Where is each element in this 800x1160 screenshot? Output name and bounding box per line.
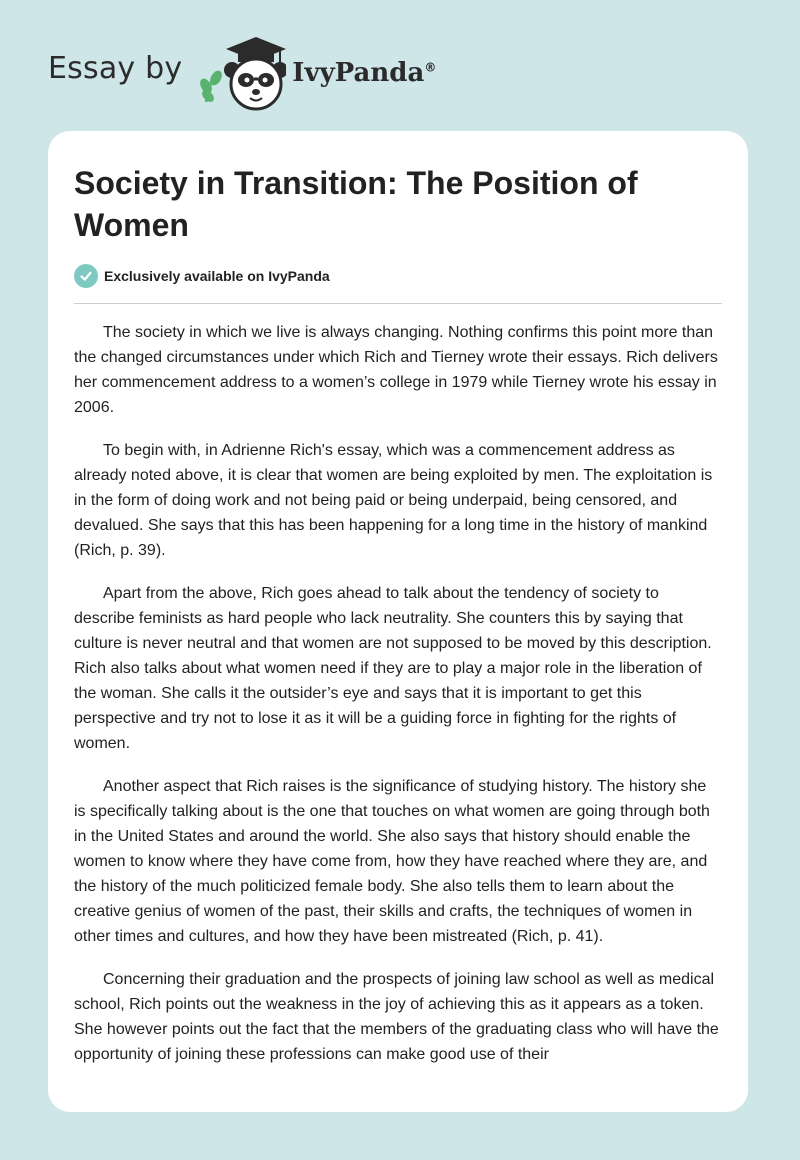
leaf-icon xyxy=(198,69,225,105)
essay-by-label: Essay by xyxy=(48,50,183,86)
paragraph: The society in which we live is always changing. Nothing confirms this point more than the changed circumstances under which Rich and Tierney wrote their essays. Rich delivers her commencement address to a women’s college in 1979 while Tierney wrote his essay in 2006. xyxy=(74,324,718,416)
panda-graduate-icon[interactable] xyxy=(196,32,286,112)
paragraph: Another aspect that Rich raises is the significance of studying history. The history she is specifically talking about is the one that touches on what women are going through both in the United States and around the world. She also says that history should enable the women to know where they have come from, how they have reached where they are, and the history of the much politicized female body. She also tells them to learn about the creative genius of women of the past, their skills and crafts, the techniques of women in other times and cultures, and how they have been mistreated (Rich, p. 41). xyxy=(74,778,710,945)
site-header xyxy=(48,32,568,112)
registered-mark: ® xyxy=(424,60,437,75)
paragraph: Concerning their graduation and the prospects of joining law school as well as medical school, Rich points out the weakness in the joy of achieving this as it appears as a token. She however points out the fact that the members of the graduating class who will have the opportunity of joining these professions can make good use of their xyxy=(74,971,719,1063)
essay-body xyxy=(74,320,722,1085)
check-circle-icon xyxy=(74,264,98,288)
badge-label: Exclusively available on IvyPanda xyxy=(104,268,330,284)
page-title: Society in Transition: The Position of Women xyxy=(74,165,638,243)
essay-card xyxy=(48,131,748,1112)
exclusive-badge xyxy=(74,263,330,289)
divider xyxy=(74,303,722,304)
paragraph: To begin with, in Adrienne Rich's essay, which was a commencement address as already noted above, it is clear that women are being exploited by men. The exploitation is in the form of doing work and not being paid or being underpaid, being censored, and devalued. She says that this has been happening for a long time in the history of mankind (Rich, p. 39). xyxy=(74,442,713,559)
paragraph: Apart from the above, Rich goes ahead to talk about the tendency of society to describe feminists as hard people who lack neutrality. She counters this by saying that culture is never neutral and that women are not supposed to be moved by this description. Rich also talks about what women need if they are to play a major role in the liberation of the woman. She calls it the outsider’s eye and says that it is important to get this perspective and try not to lose it as it will be a guiding force in fighting for the rights of women. xyxy=(74,585,712,752)
brand-name[interactable]: IvyPanda® xyxy=(292,58,437,88)
